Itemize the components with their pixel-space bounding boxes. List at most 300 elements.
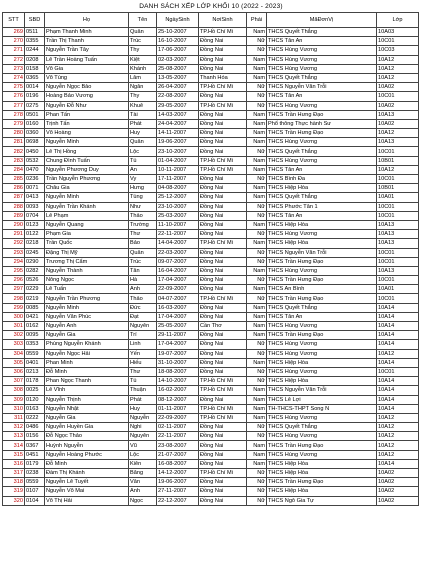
table-row bbox=[3, 423, 419, 432]
ngaysinh-cell: 24-04-2007 bbox=[157, 119, 199, 128]
madonvi-cell: THCS Quyết Thắng bbox=[267, 73, 377, 82]
lop-cell: 10C01 bbox=[377, 276, 419, 285]
phai-cell: Nữ bbox=[247, 248, 267, 257]
madonvi-cell: THCS Hùng Vương bbox=[267, 322, 377, 331]
lop-cell: 10C01 bbox=[377, 92, 419, 101]
noisinh-cell: Đồng Nai bbox=[199, 496, 247, 505]
noisinh-cell: Đồng Nai bbox=[199, 202, 247, 211]
madonvi-cell: THCS Trần Hưng Đạo bbox=[267, 441, 377, 450]
stt-cell: 318 bbox=[3, 478, 25, 487]
stt-cell: 275 bbox=[3, 83, 25, 92]
noisinh-cell: TP.Hồ Chí Mi bbox=[199, 83, 247, 92]
ten-cell: Trúc bbox=[129, 257, 157, 266]
lop-cell: 10A13 bbox=[377, 110, 419, 119]
ngaysinh-cell: 14-12-2007 bbox=[157, 469, 199, 478]
ten-cell: Trí bbox=[129, 331, 157, 340]
phai-cell: Nam bbox=[247, 395, 267, 404]
lop-cell: 10A12 bbox=[377, 165, 419, 174]
ten-cell: Kiên bbox=[129, 459, 157, 468]
phai-cell: Nam bbox=[247, 266, 267, 275]
sbd-cell: 0071 bbox=[25, 184, 45, 193]
table-row bbox=[3, 487, 419, 496]
madonvi-cell: THCS Quyết Thắng bbox=[267, 303, 377, 312]
ngaysinh-cell: 16-10-2007 bbox=[157, 37, 199, 46]
phai-cell: Nam bbox=[247, 239, 267, 248]
sbd-cell: 0532 bbox=[25, 156, 45, 165]
sbd-cell: 0163 bbox=[25, 404, 45, 413]
noisinh-cell: Đồng Nai bbox=[199, 340, 247, 349]
phai-cell: Nam bbox=[247, 119, 267, 128]
ten-cell: Hà bbox=[129, 276, 157, 285]
madonvi-cell: TH-THCS-THPT Song N bbox=[267, 404, 377, 413]
phai-cell: Nam bbox=[247, 285, 267, 294]
stt-cell: 279 bbox=[3, 119, 25, 128]
table-row bbox=[3, 119, 419, 128]
stt-cell: 291 bbox=[3, 230, 25, 239]
sbd-cell: 0120 bbox=[25, 395, 45, 404]
sbd-cell: 0367 bbox=[25, 441, 45, 450]
noisinh-cell: Đồng Nai bbox=[199, 211, 247, 220]
lop-cell: 10C01 bbox=[377, 147, 419, 156]
ho-cell: Nguyễn Văn Phúc bbox=[45, 312, 129, 321]
noisinh-cell: Đồng Nai bbox=[199, 257, 247, 266]
stt-cell: 269 bbox=[3, 28, 25, 37]
ngaysinh-cell: 11-10-2007 bbox=[157, 220, 199, 229]
page-title: DANH SÁCH XẾP LỚP KHỐI 10 (2022 - 2023) bbox=[139, 3, 283, 10]
madonvi-cell: THCS Hùng Vương bbox=[267, 340, 377, 349]
ngaysinh-cell: 17-04-2007 bbox=[157, 312, 199, 321]
table-row bbox=[3, 469, 419, 478]
ten-cell: Anh bbox=[129, 285, 157, 294]
ten-cell: Băng bbox=[129, 469, 157, 478]
ho-cell: Nguyễn Trần Tây bbox=[45, 46, 129, 55]
table-row bbox=[3, 294, 419, 303]
madonvi-cell: THCS Ngô Gia Tự bbox=[267, 496, 377, 505]
table-row bbox=[3, 257, 419, 266]
stt-cell: 289 bbox=[3, 211, 25, 220]
ho-cell: Nguyễn Hoàng Phước bbox=[45, 450, 129, 459]
table-row bbox=[3, 432, 419, 441]
header-madonvi: MãĐơnVị bbox=[267, 13, 377, 28]
sbd-cell: 0360 bbox=[25, 129, 45, 138]
sbd-cell: 0178 bbox=[25, 377, 45, 386]
phai-cell: Nam bbox=[247, 156, 267, 165]
madonvi-cell: THCS Nguyễn Văn Trỗi bbox=[267, 386, 377, 395]
ngaysinh-cell: 10-11-2007 bbox=[157, 165, 199, 174]
madonvi-cell: THCS Hùng Vương bbox=[267, 46, 377, 55]
stt-cell: 281 bbox=[3, 138, 25, 147]
stt-cell: 311 bbox=[3, 413, 25, 422]
table-row bbox=[3, 101, 419, 110]
stt-cell: 303 bbox=[3, 340, 25, 349]
lop-cell: 10A14 bbox=[377, 386, 419, 395]
ho-cell: Hoàng Bảo Vương bbox=[45, 92, 129, 101]
phai-cell: Nam bbox=[247, 404, 267, 413]
noisinh-cell: Đồng Nai bbox=[199, 92, 247, 101]
ho-cell: Đặng Thị Mỹ bbox=[45, 248, 129, 257]
ten-cell: Vũ bbox=[129, 441, 157, 450]
header-ten: Tên bbox=[129, 13, 157, 28]
lop-cell: 10C01 bbox=[377, 175, 419, 184]
ten-cell: Phát bbox=[129, 119, 157, 128]
ngaysinh-cell: 16-02-2007 bbox=[157, 386, 199, 395]
sbd-cell: 0290 bbox=[25, 257, 45, 266]
header-ngaysinh: NgàySinh bbox=[157, 13, 199, 28]
ten-cell: Nguyên bbox=[129, 322, 157, 331]
header-noisinh: NơiSinh bbox=[199, 13, 247, 28]
table-row bbox=[3, 413, 419, 422]
ten-cell: Ngọc bbox=[129, 496, 157, 505]
noisinh-cell: Đồng Nai bbox=[199, 358, 247, 367]
table-row bbox=[3, 331, 419, 340]
madonvi-cell: THCS Hùng Vương bbox=[267, 349, 377, 358]
stt-cell: 273 bbox=[3, 64, 25, 73]
phai-cell: Nam bbox=[247, 322, 267, 331]
ngaysinh-cell: 25-03-2007 bbox=[157, 211, 199, 220]
stt-cell: 278 bbox=[3, 110, 25, 119]
madonvi-cell: THCS Trần Hưng Đạo bbox=[267, 478, 377, 487]
table-row bbox=[3, 367, 419, 376]
ten-cell: Vy bbox=[129, 175, 157, 184]
ho-cell: Huỳnh Nguyễn bbox=[45, 441, 129, 450]
sbd-cell: 0208 bbox=[25, 55, 45, 64]
ten-cell: Phát bbox=[129, 395, 157, 404]
noisinh-cell: Đồng Nai bbox=[199, 367, 247, 376]
header-stt: STT bbox=[3, 13, 25, 28]
phai-cell: Nam bbox=[247, 441, 267, 450]
ho-cell: Chung Đình Tuấn bbox=[45, 156, 129, 165]
stt-cell: 319 bbox=[3, 487, 25, 496]
noisinh-cell: Thanh Hóa bbox=[199, 73, 247, 82]
noisinh-cell: Đồng Nai bbox=[199, 395, 247, 404]
ngaysinh-cell: 22-09-2007 bbox=[157, 413, 199, 422]
lop-cell: 10C01 bbox=[377, 257, 419, 266]
stt-cell: 285 bbox=[3, 175, 25, 184]
table-row bbox=[3, 478, 419, 487]
table-row bbox=[3, 377, 419, 386]
header-row bbox=[3, 13, 419, 28]
madonvi-cell: THCS Nguyễn Văn Trỗi bbox=[267, 248, 377, 257]
ngaysinh-cell: 17-06-2007 bbox=[157, 46, 199, 55]
ten-cell: Thảo bbox=[129, 211, 157, 220]
ngaysinh-cell: 19-06-2007 bbox=[157, 138, 199, 147]
madonvi-cell: THCS Hùng Vương bbox=[267, 266, 377, 275]
sbd-cell: 0401 bbox=[25, 358, 45, 367]
stt-cell: 320 bbox=[3, 496, 25, 505]
ten-cell: Anh bbox=[129, 487, 157, 496]
stt-cell: 315 bbox=[3, 450, 25, 459]
lop-cell: 10A01 bbox=[377, 285, 419, 294]
stt-cell: 282 bbox=[3, 147, 25, 156]
lop-cell: 10A12 bbox=[377, 441, 419, 450]
ten-cell: Thy bbox=[129, 46, 157, 55]
ho-cell: Nguyễn Phương Duy bbox=[45, 165, 129, 174]
ten-cell: Bảo bbox=[129, 239, 157, 248]
ten-cell: Yến bbox=[129, 349, 157, 358]
ngaysinh-cell: 22-08-2007 bbox=[157, 92, 199, 101]
lop-cell: 10B01 bbox=[377, 156, 419, 165]
stt-cell: 317 bbox=[3, 469, 25, 478]
ten-cell: Nguyễn bbox=[129, 413, 157, 422]
madonvi-cell: THCS Nguyễn Văn Trỗi bbox=[267, 83, 377, 92]
ten-cell: Hiếu bbox=[129, 358, 157, 367]
ho-cell: Võ Tùng bbox=[45, 73, 129, 82]
sbd-cell: 0158 bbox=[25, 64, 45, 73]
stt-cell: 308 bbox=[3, 386, 25, 395]
ho-cell: Trương Thị Cẩm bbox=[45, 257, 129, 266]
ngaysinh-cell: 31-10-2007 bbox=[157, 358, 199, 367]
noisinh-cell: Đồng Nai bbox=[199, 478, 247, 487]
table-row bbox=[3, 83, 419, 92]
ho-cell: Đỗ Minh bbox=[45, 367, 129, 376]
table-row bbox=[3, 55, 419, 64]
lop-cell: 10A12 bbox=[377, 423, 419, 432]
sbd-cell: 0244 bbox=[25, 46, 45, 55]
stt-cell: 277 bbox=[3, 101, 25, 110]
lop-cell: 10A14 bbox=[377, 377, 419, 386]
stt-cell: 272 bbox=[3, 55, 25, 64]
lop-cell: 10C01 bbox=[377, 211, 419, 220]
ten-cell: Thảo bbox=[129, 294, 157, 303]
ngaysinh-cell: 21-07-2007 bbox=[157, 450, 199, 459]
table-row bbox=[3, 303, 419, 312]
lop-cell: 10A01 bbox=[377, 193, 419, 202]
stt-cell: 306 bbox=[3, 367, 25, 376]
lop-cell: 10A14 bbox=[377, 303, 419, 312]
madonvi-cell: THCS Tân An bbox=[267, 312, 377, 321]
noisinh-cell: Đồng Nai bbox=[199, 110, 247, 119]
phai-cell: Nữ bbox=[247, 46, 267, 55]
table-row bbox=[3, 349, 419, 358]
sbd-cell: 0123 bbox=[25, 220, 45, 229]
madonvi-cell: THCS An Bình bbox=[267, 285, 377, 294]
lop-cell: 10A02 bbox=[377, 469, 419, 478]
table-row bbox=[3, 450, 419, 459]
ngaysinh-cell: 13-05-2007 bbox=[157, 73, 199, 82]
lop-cell: 10A02 bbox=[377, 119, 419, 128]
phai-cell: Nữ bbox=[247, 276, 267, 285]
table-row bbox=[3, 175, 419, 184]
noisinh-cell: TP.Hồ Chí Mi bbox=[199, 165, 247, 174]
stt-cell: 293 bbox=[3, 248, 25, 257]
ngaysinh-cell: 16-03-2007 bbox=[157, 303, 199, 312]
ngaysinh-cell: 18-08-2007 bbox=[157, 367, 199, 376]
ho-cell: Nguyễn Ngọc Bảo bbox=[45, 83, 129, 92]
madonvi-cell: THCS Hùng Vương bbox=[267, 413, 377, 422]
ho-cell: Đỗ Minh bbox=[45, 459, 129, 468]
ho-cell: Châu Gia bbox=[45, 184, 129, 193]
phai-cell: Nữ bbox=[247, 175, 267, 184]
ngaysinh-cell: 22-09-2007 bbox=[157, 285, 199, 294]
madonvi-cell: THCS Hùng Vương bbox=[267, 432, 377, 441]
sbd-cell: 0559 bbox=[25, 478, 45, 487]
ngaysinh-cell: 22-11-2007 bbox=[157, 230, 199, 239]
sbd-cell: 0511 bbox=[25, 28, 45, 37]
lop-cell: 10A13 bbox=[377, 220, 419, 229]
ten-cell: Vân bbox=[129, 478, 157, 487]
stt-cell: 288 bbox=[3, 202, 25, 211]
lop-cell: 10A12 bbox=[377, 129, 419, 138]
madonvi-cell: THCS Hùng Vương bbox=[267, 101, 377, 110]
phai-cell: Nam bbox=[247, 413, 267, 422]
ngaysinh-cell: 19-07-2007 bbox=[157, 349, 199, 358]
table-row bbox=[3, 340, 419, 349]
lop-cell: 10A13 bbox=[377, 230, 419, 239]
noisinh-cell: Đồng Nai bbox=[199, 220, 247, 229]
sbd-cell: 0104 bbox=[25, 496, 45, 505]
table-row bbox=[3, 285, 419, 294]
stt-cell: 270 bbox=[3, 37, 25, 46]
table-row bbox=[3, 441, 419, 450]
ten-cell: Thy bbox=[129, 92, 157, 101]
ho-cell: Trần Nguyễn Phương bbox=[45, 175, 129, 184]
madonvi-cell: THCS Bình Đa bbox=[267, 175, 377, 184]
noisinh-cell: Đồng Nai bbox=[199, 303, 247, 312]
noisinh-cell: TP.Hồ Chí Mi bbox=[199, 239, 247, 248]
ngaysinh-cell: 08-12-2007 bbox=[157, 395, 199, 404]
phai-cell: Nữ bbox=[247, 478, 267, 487]
stt-cell: 309 bbox=[3, 395, 25, 404]
ten-cell: Tài bbox=[129, 110, 157, 119]
stt-cell: 287 bbox=[3, 193, 25, 202]
stt-cell: 296 bbox=[3, 276, 25, 285]
ten-cell: Tân bbox=[129, 266, 157, 275]
noisinh-cell: Đồng Nai bbox=[199, 37, 247, 46]
sbd-cell: 0025 bbox=[25, 386, 45, 395]
lop-cell: 10A14 bbox=[377, 459, 419, 468]
phai-cell: Nam bbox=[247, 184, 267, 193]
stt-cell: 295 bbox=[3, 266, 25, 275]
lop-cell: 10A12 bbox=[377, 450, 419, 459]
stt-cell: 292 bbox=[3, 239, 25, 248]
ngaysinh-cell: 23-10-2007 bbox=[157, 147, 199, 156]
ten-cell: Đạt bbox=[129, 312, 157, 321]
lop-cell: 10A02 bbox=[377, 496, 419, 505]
ngaysinh-cell: 04-07-2007 bbox=[157, 294, 199, 303]
phai-cell: Nam bbox=[247, 129, 267, 138]
sbd-cell: 0093 bbox=[25, 202, 45, 211]
stt-cell: 294 bbox=[3, 257, 25, 266]
noisinh-cell: Đồng Nai bbox=[199, 119, 247, 128]
ho-cell: Nguyễn Gia bbox=[45, 413, 129, 422]
ngaysinh-cell: 22-11-2007 bbox=[157, 432, 199, 441]
sbd-cell: 0122 bbox=[25, 230, 45, 239]
ho-cell: Nguyễn Minh bbox=[45, 303, 129, 312]
stt-cell: 301 bbox=[3, 322, 25, 331]
ho-cell: Nguyễn Trần Khánh bbox=[45, 202, 129, 211]
phai-cell: Nam bbox=[247, 358, 267, 367]
lop-cell: 10C03 bbox=[377, 46, 419, 55]
ten-cell: Thuận bbox=[129, 386, 157, 395]
noisinh-cell: Đồng Nai bbox=[199, 193, 247, 202]
ngaysinh-cell: 09-07-2007 bbox=[157, 257, 199, 266]
ho-cell: Võ Hoàng bbox=[45, 129, 129, 138]
table-row bbox=[3, 46, 419, 55]
ngaysinh-cell: 19-06-2007 bbox=[157, 478, 199, 487]
stt-cell: 297 bbox=[3, 285, 25, 294]
sbd-cell: 0107 bbox=[25, 487, 45, 496]
sbd-cell: 0451 bbox=[25, 450, 45, 459]
sbd-cell: 0238 bbox=[25, 469, 45, 478]
ten-cell: Tú bbox=[129, 377, 157, 386]
phai-cell: Nam bbox=[247, 73, 267, 82]
ngaysinh-cell: 14-11-2007 bbox=[157, 129, 199, 138]
header-sbd: SBD bbox=[25, 13, 45, 28]
phai-cell: Nam bbox=[247, 193, 267, 202]
noisinh-cell: Đồng Nai bbox=[199, 129, 247, 138]
ho-cell: Phan Tấn bbox=[45, 110, 129, 119]
table-row bbox=[3, 202, 419, 211]
stt-cell: 280 bbox=[3, 129, 25, 138]
lop-cell: 10A13 bbox=[377, 239, 419, 248]
phai-cell: Nữ bbox=[247, 469, 267, 478]
phai-cell: Nữ bbox=[247, 211, 267, 220]
ho-cell: Phạm Thanh Minh bbox=[45, 28, 129, 37]
sbd-cell: 0229 bbox=[25, 285, 45, 294]
madonvi-cell: THCS Hùng Vương bbox=[267, 55, 377, 64]
phai-cell: Nam bbox=[247, 64, 267, 73]
stt-cell: 302 bbox=[3, 331, 25, 340]
ho-cell: Nguyễn Thành bbox=[45, 266, 129, 275]
sbd-cell: 0179 bbox=[25, 459, 45, 468]
lop-cell: 10A13 bbox=[377, 266, 419, 275]
ngaysinh-cell: 25-05-2007 bbox=[157, 322, 199, 331]
ngaysinh-cell: 23-10-2007 bbox=[157, 202, 199, 211]
stt-cell: 307 bbox=[3, 377, 25, 386]
ho-cell: Nguyễn Nhật bbox=[45, 404, 129, 413]
header-phai: Phái bbox=[247, 13, 267, 28]
ten-cell: Như bbox=[129, 202, 157, 211]
ho-cell: Nguyễn Ngọc Hải bbox=[45, 349, 129, 358]
stt-cell: 290 bbox=[3, 220, 25, 229]
madonvi-cell: THCS Hiệp Hòa bbox=[267, 220, 377, 229]
sbd-cell: 0470 bbox=[25, 165, 45, 174]
ten-cell: Nguyên bbox=[129, 432, 157, 441]
stt-cell: 304 bbox=[3, 349, 25, 358]
noisinh-cell: Đồng Nai bbox=[199, 450, 247, 459]
ho-cell: Đàm Thị Khánh bbox=[45, 469, 129, 478]
stt-cell: 316 bbox=[3, 459, 25, 468]
madonvi-cell: THCS Hiệp Hòa bbox=[267, 184, 377, 193]
ten-cell: Lâm bbox=[129, 73, 157, 82]
lop-cell: 10A12 bbox=[377, 73, 419, 82]
noisinh-cell: Cần Thơ bbox=[199, 322, 247, 331]
stt-cell: 283 bbox=[3, 156, 25, 165]
noisinh-cell: Đồng Nai bbox=[199, 285, 247, 294]
madonvi-cell: THCS Hiệp Hòa bbox=[267, 239, 377, 248]
stt-cell: 313 bbox=[3, 432, 25, 441]
lop-cell: 10B01 bbox=[377, 184, 419, 193]
table-row bbox=[3, 312, 419, 321]
noisinh-cell: Đồng Nai bbox=[199, 487, 247, 496]
ten-cell: Lộc bbox=[129, 450, 157, 459]
table-row bbox=[3, 248, 419, 257]
ho-cell: Nguyễn Gia bbox=[45, 331, 129, 340]
ten-cell: Quân bbox=[129, 28, 157, 37]
ngaysinh-cell: 22-03-2007 bbox=[157, 248, 199, 257]
phai-cell: Nữ bbox=[247, 83, 267, 92]
stt-cell: 284 bbox=[3, 165, 25, 174]
ngaysinh-cell: 27-11-2007 bbox=[157, 487, 199, 496]
noisinh-cell: Đồng Nai bbox=[199, 138, 247, 147]
madonvi-cell: THCS Quyết Thắng bbox=[267, 147, 377, 156]
phai-cell: Nữ bbox=[247, 349, 267, 358]
phai-cell: Nam bbox=[247, 220, 267, 229]
ho-cell: Lê Trần Hoàng Tuấn bbox=[45, 55, 129, 64]
noisinh-cell: Đồng Nai bbox=[199, 175, 247, 184]
madonvi-cell: THCS Tân An bbox=[267, 92, 377, 101]
madonvi-cell: THCS Hiệp Hòa bbox=[267, 459, 377, 468]
